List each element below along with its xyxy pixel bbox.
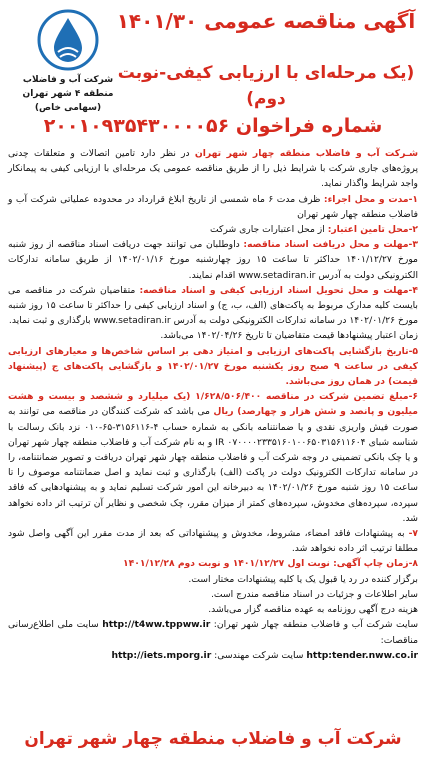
note-2: سایر اطلاعات و جزئیات در اسناد مناقصه مندرج است. [210, 588, 418, 600]
company-name: شـرکت آب و فاضلاب منطقه چهار شهر تهران [194, 148, 419, 159]
ad-title: آگهی مناقصه عمومی ۱۴۰۱/۳۰ [116, 9, 416, 33]
sites-line-1 [8, 617, 418, 647]
note-3: هزینه درج آگهی روزنامه به عهده مناقصه گزار می‌باشد. [208, 604, 418, 616]
item-5 [8, 344, 418, 390]
item-7-label: ۷- [408, 528, 418, 540]
company-logo [14, 8, 122, 114]
logo-org-line1: شرکت آب و فاضلاب [22, 75, 114, 85]
item-7 [8, 526, 418, 556]
item-2-text: از محل اعتبارات جاری شرکت [210, 224, 328, 236]
site-1-suffix: سایت ملی اطلاع‌رسانی مناقصات: [8, 619, 418, 646]
item-6-label: ۶-مبلغ تضمین شرکت در مناقصه ۱/۶۲۸/۵۰۶/۴۰۰ (یک میلیارد و ششصد و بیست و هشت میلیون و پانصد و شش هزار و چهارصد) ریال [8, 391, 418, 418]
item-2-label: ۲-محل تامین اعتبار: [327, 224, 418, 236]
item-4-text: متقاضیان شرکت در مناقصه می بایست کلیه مدارک مربوط به پاکت‌های (الف، ب، ج) و اسناد ارزیابی کیفی را حداکثر تا ساعت ۱۵ روز شنبه مورخ ۱۴۰۲/۰۱/۲۶ در سامانه تدارکات الکترونیکی دولت به آدرس www.setadiran.ir بارگذاری و ثبت نماید. [8, 284, 418, 327]
site-1-prefix: سایت شرکت آب و فاضلاب منطقه چهار شهر تهران: [213, 619, 419, 631]
ad-subtitle: (یک مرحله‌ای با ارزیابی کیفی-نوبت دوم) [117, 63, 415, 109]
item-3-label: ۳-مهلت و محل دریافت اسناد مناقصه: [243, 239, 418, 251]
item-8-label: ۸-زمان چاپ آگهی: نوبت اول ۱۴۰۱/۱۲/۲۷ و نوبت دوم ۱۴۰۱/۱۲/۲۸ [123, 558, 418, 570]
item-4-label: ۴-مهلت و محل تحویل اسناد ارزیابی کیفی و اسناد مناقصه: [139, 284, 418, 296]
call-number: شماره فراخوان ۲۰۰۱۰۹۳۵۴۳۰۰۰۰۵۶ [43, 115, 383, 137]
ad-body [6, 146, 420, 663]
ad-footer: شرکت آب و فاضلاب منطقه چهار شهر تهران [24, 729, 402, 749]
item-4 [8, 283, 418, 329]
site-1-url[interactable]: http://t4ww.tppww.ir [102, 619, 211, 631]
intro-paragraph [8, 146, 418, 192]
ad-header [6, 4, 420, 146]
item-7-text: به پیشنهادات فاقد امضاء، مشروط، مخدوش و پیشنهاداتی که بعد از مدت مقرر این آگهی واصل شود مطلقا ترتیب اثر داده نخواهد شد. [8, 528, 418, 555]
logo-org-line2: منطقه ۴ شهر تهران [22, 89, 114, 99]
site-2-suffix: سایت شرکت مهندسی: [214, 649, 304, 661]
validity-text: زمان اعتبار پیشنهادها قیمت متقاضیان تا تاریخ ۱۴۰۲/۰۴/۲۶ می‌باشد. [160, 330, 418, 342]
logo-org-line3: (سهامی خاص) [34, 103, 102, 113]
intro-text: در نظر دارد تامین اتصالات و متعلقات چدنی پروژه‌های جاری شرکت با شرایط ذیل را از طریق مناقصه عمومی یک مرحله‌ای با ارزیابی کیفی به پیمانکار واجد شرایط واگذار نماید. [8, 148, 418, 190]
item-6-text: می باشد که شرکت کنندگان در مناقصه می توانند به صورت فیش واریزی نقدی و یا ضمانتنامه بانکی به شماره حساب ۴-۳۱۵۶۱۱۶-۶۵-۰۱۰ نزد بانک رسالت با شناسه شبای IR ۰۷۰۰۰۰۲۳۳۵۱۶۰۱۰۰۶۵۰۳۱۵۶۱۱۶۰۴ و به نام شرکت آب و فاضلاب منطقه چهار شهر تهران و یا چک بانکی تضمینی در وجه شرکت آب و فاضلاب منطقه چهار شهر تهران دریافت و تصویر ضمانتنامه، را در سامانه تدارکات الکترونیک دولت در پاکت (الف) بارگذاری و ثبت نماید و اصل ضمانتنامه موصوف را تا ساعت ۱۵ روز شنبه مورخ ۱۴۰۲/۰۱/۲۶ به دبیرخانه این امور شرکت تسلیم نماید و به پیشنهادهایی که فاقد سپرده، سپرده‌های مخدوش، سپرده‌های کمتر از میزان مقرر، چک شخصی و نظایر آن ترتیب اثر داده نخواهد شد. [8, 406, 418, 524]
note-1: برگزار کننده در رد یا قبول یک یا کلیه پیشنهادات مختار است. [188, 573, 418, 585]
site-2-url[interactable]: http:tender.nww.co.ir [306, 649, 418, 661]
sites-line-2 [8, 648, 418, 663]
item-1-label: ۱-مدت و محل اجراء: [323, 193, 418, 205]
item-3 [8, 237, 418, 283]
site-3-url[interactable]: http://iets.mporg.ir [111, 649, 212, 661]
item-1-text: ظرف مدت ۶ ماه شمسی از تاریخ ابلاغ قرارداد در محدوده عملیاتی شرکت آب و فاضلاب منطقه چهار شهر تهران [8, 193, 418, 220]
item-1 [8, 192, 418, 222]
item-8 [8, 556, 418, 571]
item-2 [8, 222, 418, 237]
validity-line [8, 328, 418, 343]
water-drop-logo-icon [36, 8, 100, 72]
item-5-label: ۵-تاریخ بازگشایی پاکت‌های ارزیابی و امتیاز دهی بر اساس شاخص‌ها و معیارهای ارزیابی کیفی در ساعت ۹ صبح روز یکشنبه مورخ ۱۴۰۲/۰۱/۲۷ و بازگشایی پاکت‌های ج (پیشنهاد قیمت) در همان روز می‌باشد. [8, 345, 419, 388]
item-6 [8, 389, 418, 526]
item-3-text: داوطلبان می توانند جهت دریافت اسناد مناقصه از روز شنبه مورخ ۱۴۰۱/۱۲/۲۷ حداکثر تا ساعت ۱۵ روز چهارشنبه مورخ ۱۴۰۲/۰۱/۱۶ از طریق سامانه تدارکات الکترونیکی دولت به آدرس www.setadiran.ir اقدام نمایند. [8, 239, 418, 281]
